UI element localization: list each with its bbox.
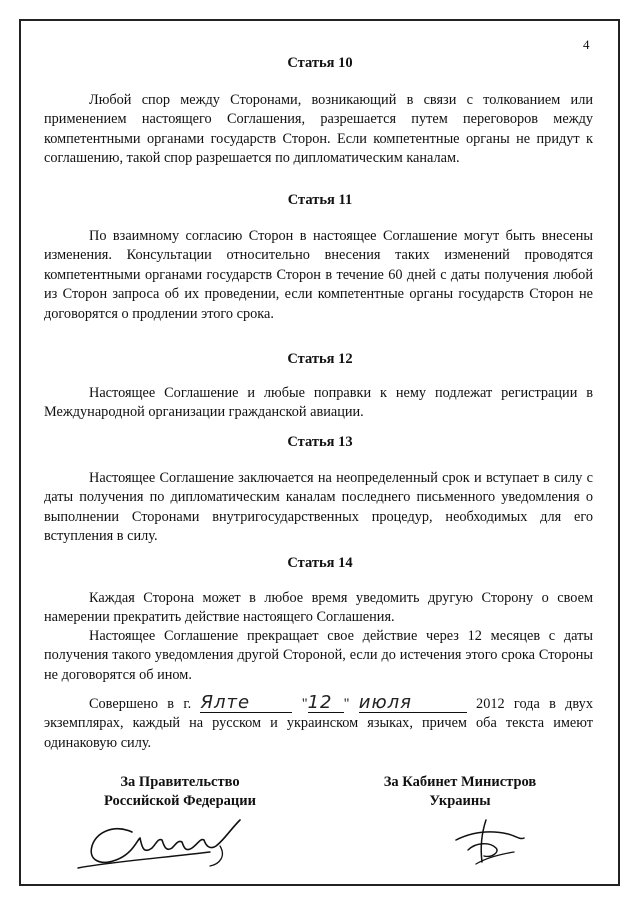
handwritten-day: 12 (307, 692, 333, 713)
article-13-paragraph: Настоящее Соглашение заключается на неопределенный срок и вступает в силу с даты получения по дипломатическим каналам последнего письменного уведомления о выполнении Сторонами внутригосударственных процедур, необходимых для его вступления в силу. (44, 470, 593, 545)
article-13-title: Статья 13 (287, 434, 353, 450)
signature-left (70, 808, 260, 878)
article-10-title: Статья 10 (287, 55, 353, 71)
signatory-left: За Правительство Российской Федерации (103, 774, 256, 809)
article-12-title: Статья 12 (287, 351, 353, 367)
article-11-title: Статья 11 (287, 192, 353, 208)
article-10-paragraph: Любой спор между Сторонами, возникающий в связи с толкованием или применением настоящего Соглашения, разрешается путем переговоров между компетентными органами государств Сторон. Если компетентные органы не придут к соглашению, такой спор разрешается по дипломатическим каналам. (44, 92, 593, 167)
article-14-paragraph-2: Настоящее Соглашение прекращает свое действие через 12 месяцев с даты получения такого уведомления другой Стороной, если до истечения этого срока Стороны не договорятся об ином. (44, 628, 593, 683)
article-12-paragraph: Настоящее Соглашение и любые поправки к нему подлежат регистрации в Международной организации гражданской авиации. (44, 385, 593, 421)
handwritten-month: июля (358, 692, 412, 713)
handwritten-city: Ялте (200, 692, 251, 713)
signatory-right: За Кабинет Министров Украины (383, 774, 537, 809)
closing-clause: Совершено в г. Ялте "12 " июля 2012 года в двух экземплярах, каждый на русском и украинском языках, причем оба текста имеют одинаковую силу. (44, 692, 593, 751)
article-14-paragraph-1: Каждая Сторона может в любое время уведомить другую Сторону о своем намерении прекратить действие настоящего Соглашения. (44, 590, 593, 626)
signature-right (446, 812, 536, 872)
article-11-paragraph: По взаимному согласию Сторон в настоящее Соглашение могут быть внесены изменения. Консультации относительно внесения таких изменений проводятся компетентными органами государств Сторон в течение 60 дней с даты получения любой из Сторон запроса об их проведении, если компетентные органы государств Сторон не договорятся о продлении этого срока. (44, 228, 593, 322)
page-number: 4 (583, 37, 590, 52)
article-14-title: Статья 14 (287, 555, 353, 571)
